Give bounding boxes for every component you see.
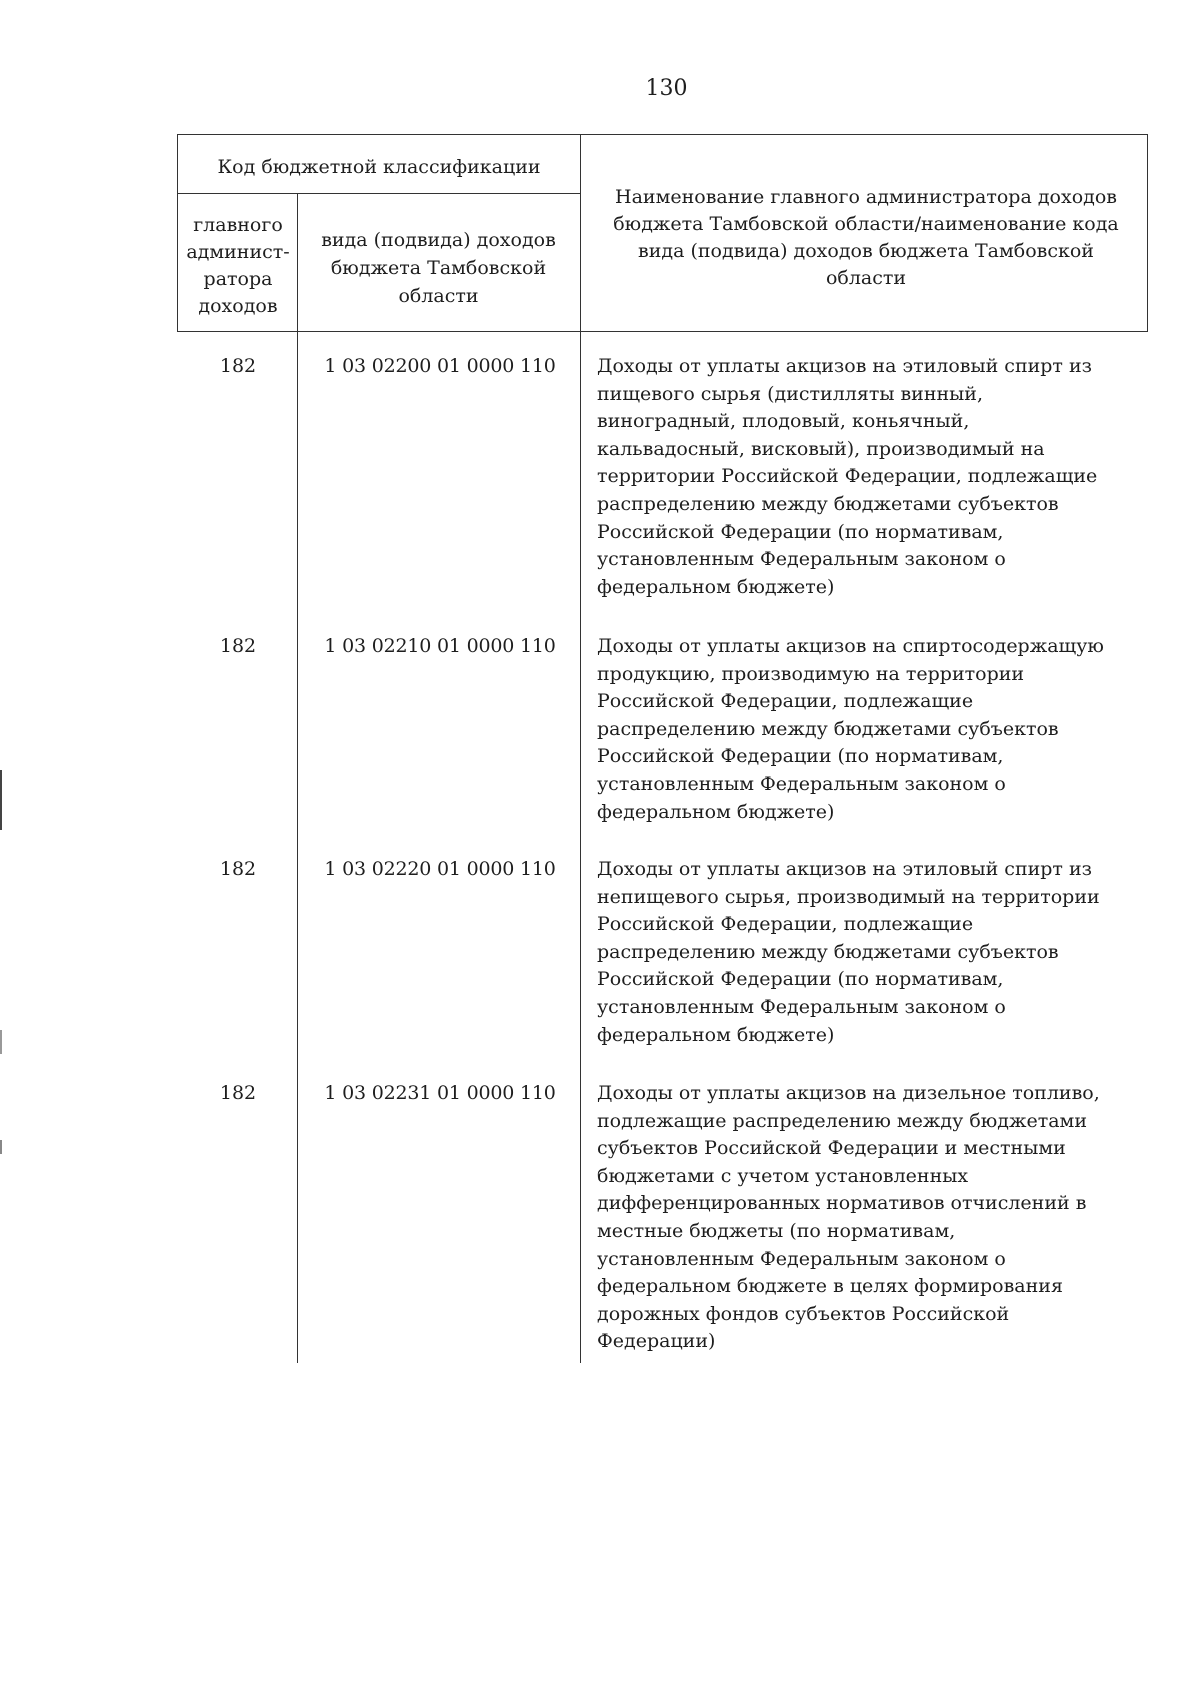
row-income-name: Доходы от уплаты акцизов на этиловый спирт из пищевого сырья (дистилляты винный, виноградный, плодовый, коньячный, кальвадосный, висковый), производимый на территории Российской Федерации, подлежащие распределению между бюджетами субъектов Российской Федерации (по нормативам, установленным Федеральным законом о федеральном бюджете) — [597, 355, 1098, 598]
header-col-name: Наименование главного администратора доходов бюджета Тамбовской области/наименование кода вида (подвида) доходов бюджета Тамбовской области — [613, 186, 1119, 289]
scan-edge-mark — [0, 1030, 2, 1054]
row-budget-code: 1 03 02231 01 0000 110 — [324, 1082, 556, 1104]
row-income-name: Доходы от уплаты акцизов на этиловый спирт из непищевого сырья, производимый на территории Российской Федерации, подлежащие распределению между бюджетами субъектов Российской Федерации (по нормативам, установленным Федеральным законом о федеральном бюджете) — [597, 858, 1100, 1046]
row-income-name: Доходы от уплаты акцизов на дизельное топливо, подлежащие распределению между бюджетами субъектов Российской Федерации и местными бюджетами с учетом установленных дифференцированных нормативов отчислений в местные бюджеты (по нормативам, установленным Федеральным законом о федеральном бюджете в целях формирования дорожных фондов субъектов Российской Федерации) — [597, 1082, 1100, 1353]
table-top-border — [177, 134, 1148, 135]
header-group-title: Код бюджетной классификации — [217, 156, 541, 178]
row-admin-code: 182 — [219, 858, 257, 880]
scan-edge-mark — [0, 1140, 2, 1154]
table-header-divider — [177, 193, 580, 194]
table-right-border — [1147, 134, 1148, 332]
header-col-admin: главного админист-ратора доходов — [186, 214, 290, 317]
row-income-name: Доходы от уплаты акцизов на спиртосодержащую продукцию, производимую на территории Российской Федерации, подлежащие распределению между бюджетами субъектов Российской Федерации (по нормативам, установленным Федеральным законом о федеральном бюджете) — [597, 635, 1104, 823]
column-divider-code-name — [580, 134, 581, 1363]
row-admin-code: 182 — [219, 355, 257, 377]
page-number: 130 — [645, 76, 688, 101]
row-admin-code: 182 — [219, 1082, 257, 1104]
row-budget-code: 1 03 02210 01 0000 110 — [324, 635, 556, 657]
header-col-code: вида (подвида) доходов бюджета Тамбовской области — [321, 229, 556, 307]
row-budget-code: 1 03 02220 01 0000 110 — [324, 858, 556, 880]
column-divider-admin-code — [297, 193, 298, 1363]
row-admin-code: 182 — [219, 635, 257, 657]
row-budget-code: 1 03 02200 01 0000 110 — [324, 355, 556, 377]
scan-edge-mark — [0, 770, 2, 830]
table-header-bottom-border — [177, 331, 1148, 332]
